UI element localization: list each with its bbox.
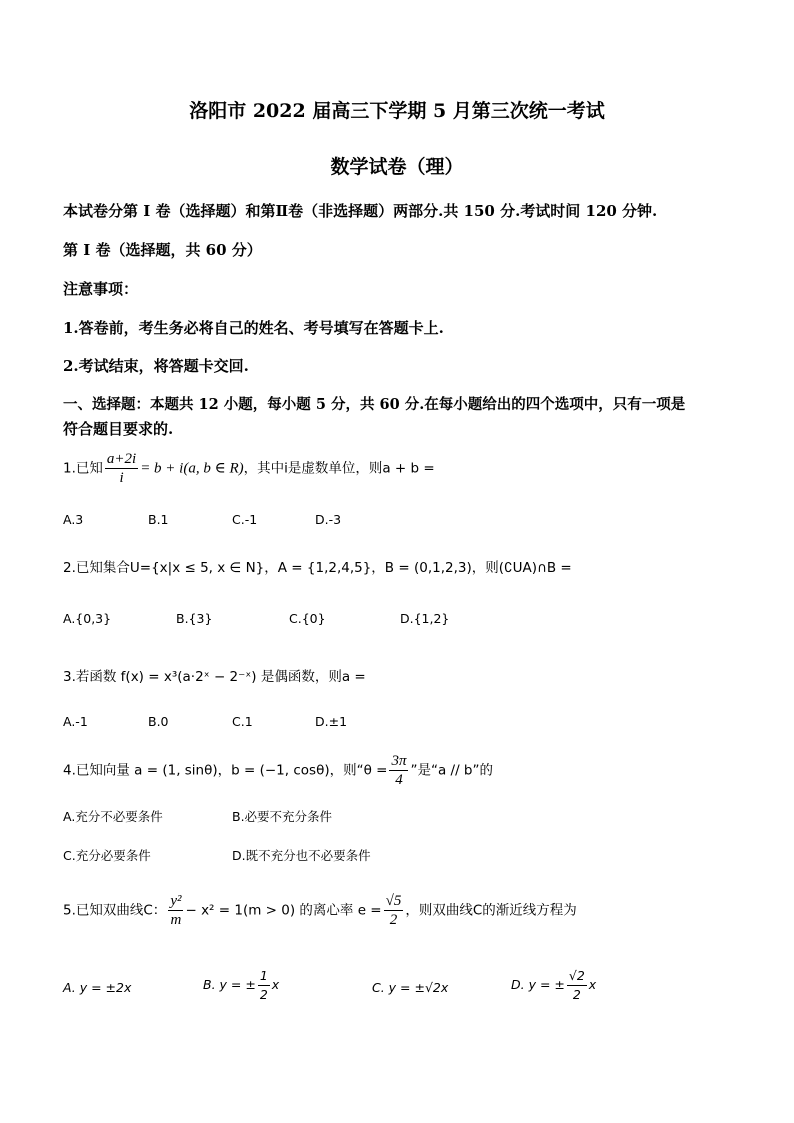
q5-option-d-denominator: 2 — [572, 987, 581, 1002]
exam-description: 本试卷分第 I 卷（选择题）和第Ⅱ卷（非选择题）两部分.共 150 分.考试时间 120 分钟. — [63, 202, 658, 220]
question-4-fraction — [389, 752, 408, 789]
question-5-fraction-1-denominator: m — [170, 912, 182, 928]
q5-option-d-numerator: √2 — [567, 967, 587, 986]
question-5-fraction-1-numerator: y² — [170, 893, 182, 909]
q1-option-b: B.1 — [148, 512, 169, 527]
q4-option-a: A.充分不必要条件 — [63, 809, 163, 824]
q4-option-b: B.必要不充分条件 — [232, 809, 333, 824]
exam-subtitle: 数学试卷（理） — [330, 156, 464, 178]
question-5-fraction-2-denominator: 2 — [389, 912, 398, 928]
q2-option-b: B.{3} — [176, 611, 213, 626]
q4-option-c: C.充分必要条件 — [63, 848, 151, 863]
part1-heading-line1: 一、选择题：本题共 12 小题，每小题 5 分，共 60 分.在每小题给出的四个选项中，只有一项是 — [63, 396, 686, 413]
q5-option-b-fraction — [258, 967, 270, 1004]
question-1-prefix: 1.已知 — [63, 460, 103, 477]
q5-option-d-prefix: D. y = ± — [511, 977, 565, 992]
question-1-equation: = b + i(a, b ∈ R) — [140, 460, 244, 477]
question-1-suffix: ，其中i是虚数单位，则a + b = — [243, 460, 435, 477]
notes-title: 注意事项： — [63, 280, 139, 298]
question-1-fraction-numerator: a+2i — [106, 451, 137, 467]
q5-option-a: A. y = ±2x — [63, 980, 132, 995]
question-1-fraction-denominator: i — [119, 470, 124, 486]
section-label: 第 I 卷（选择题，共 60 分） — [63, 241, 262, 259]
q3-option-a: A.-1 — [63, 714, 88, 729]
q2-option-d: D.{1,2} — [400, 611, 450, 626]
q5-option-b-prefix: B. y = ± — [203, 977, 256, 992]
exam-title: 洛阳市 2022 届高三下学期 5 月第三次统一考试 — [189, 100, 605, 122]
q2-option-a: A.{0,3} — [63, 611, 112, 626]
question-3: 3.若函数 f(x) = x³(a·2ˣ − 2⁻ˣ) 是偶函数，则a = — [63, 669, 366, 685]
q5-option-d — [511, 967, 596, 1004]
q5-option-c: C. y = ±√2x — [372, 980, 449, 995]
q2-option-c: C.{0} — [289, 611, 326, 626]
question-1-fraction — [105, 450, 138, 487]
note-2: 2.考试结束，将答题卡交回. — [63, 357, 249, 375]
q1-option-c: C.-1 — [232, 512, 258, 527]
q1-option-d: D.-3 — [315, 512, 342, 527]
q3-option-b: B.0 — [148, 714, 169, 729]
question-4-fraction-numerator: 3π — [391, 753, 407, 769]
q5-option-b-numerator: 1 — [258, 967, 270, 986]
question-5-fraction-2-numerator: √5 — [385, 893, 402, 909]
note-1: 1.答卷前，考生务必将自己的姓名、考号填写在答题卡上. — [63, 319, 444, 337]
question-5-fraction-2 — [384, 892, 404, 929]
question-5 — [63, 892, 577, 929]
question-4-fraction-denominator: 4 — [395, 772, 403, 788]
question-5-prefix: 5.已知双曲线C： — [63, 902, 167, 919]
question-5-fraction-1 — [168, 892, 183, 929]
q1-option-a: A.3 — [63, 512, 84, 527]
q5-option-b-denominator: 2 — [259, 987, 268, 1002]
question-5-suffix: ，则双曲线C的渐近线方程为 — [405, 902, 577, 919]
q5-option-d-fraction — [567, 967, 587, 1004]
question-4-prefix: 4.已知向量 a = (1, sinθ)，b = (−1, cosθ)，则“θ = — [63, 762, 388, 779]
q5-option-b-suffix: x — [271, 977, 280, 992]
part1-heading-line2: 符合题目要求的. — [63, 420, 174, 438]
q3-option-d: D.±1 — [315, 714, 348, 729]
q5-option-d-suffix: x — [588, 977, 597, 992]
question-4-suffix: ”是“a // b”的 — [410, 762, 493, 779]
question-5-middle: − x² = 1(m > 0) 的离心率 e = — [185, 902, 382, 919]
q5-option-b — [203, 967, 279, 1004]
q4-option-d: D.既不充分也不必要条件 — [232, 848, 371, 863]
q3-option-c: C.1 — [232, 714, 253, 729]
question-2: 2.已知集合U={x|x ≤ 5, x ∈ N}，A = {1,2,4,5}，B = (0,1,2,3)，则(∁UA)∩B = — [63, 560, 572, 576]
question-4 — [63, 752, 493, 789]
question-1 — [63, 450, 435, 487]
